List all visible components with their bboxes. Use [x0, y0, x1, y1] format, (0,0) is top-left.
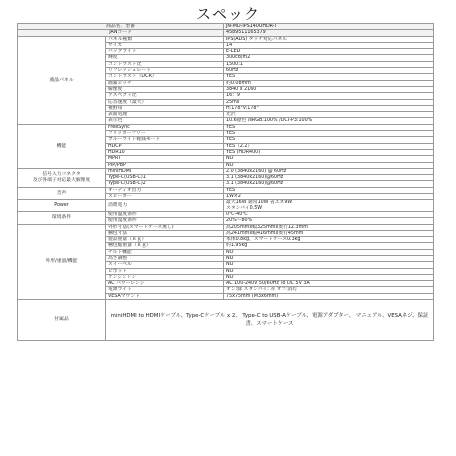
group-name: Power [18, 200, 106, 212]
spec-value: 75x75mm (M3x6mm) [224, 293, 434, 299]
spec-key: 解像度 [106, 86, 224, 92]
spec-key: 使用温度条件 [106, 211, 224, 217]
spec-value: NO [224, 262, 434, 268]
spec-key: Type-C(USB-C)2 [106, 181, 224, 187]
spec-key: AC パワーレンジ [106, 281, 224, 287]
spec-key: フリッカーフリー [106, 131, 224, 137]
spec-value: 最大16W 通常10W 省エネ9W スタンバイ0.5W [224, 200, 434, 212]
spec-value: E-LED [224, 49, 434, 55]
group-name: 信号入力コネクタ 及び各端子対応最大解像度 [18, 168, 106, 187]
table-row [18, 200, 434, 212]
spec-value: NO [224, 162, 434, 168]
spec-value: NO [224, 255, 434, 261]
spec-key: Type-C(USB-C)1 [106, 175, 224, 181]
spec-key: ピボット [106, 268, 224, 274]
jan-label: JANコード [18, 30, 224, 36]
accessories-value: miniHDMI to HDMIケーブル、Type-Cケーブル x 2、 Type-C to USB-Aケーブル、電源アダプター、 マニュアル、VESAネジ、保証書、スマートケース [106, 300, 434, 341]
spec-key: VESAマウント [106, 293, 224, 299]
product-value: JN-MD-IPS140UHDR-T [224, 24, 434, 30]
spec-table-body [18, 24, 434, 341]
spec-value: 60Hz [224, 68, 434, 74]
spec-key: miniHDMI [106, 168, 224, 174]
jan-value: 4589511165379 [224, 30, 434, 36]
spec-key: サイズ [106, 42, 224, 48]
product-label: 商品名、型番 [18, 24, 224, 30]
spec-value: 3840 x 2160 [224, 86, 434, 92]
spec-value: 20%〜80% [224, 218, 434, 224]
spec-key: HDCP [106, 143, 224, 149]
spec-key: 画素ピッチ [106, 80, 224, 86]
spec-value: 約1.95kg [224, 243, 434, 249]
spec-key: オーディオ出力 [106, 187, 224, 193]
spec-value: 25ms [224, 99, 434, 105]
spec-key: スピーカー [106, 194, 224, 200]
spec-key: HDR10 [106, 149, 224, 155]
group-name: 環境条件 [18, 211, 106, 224]
spec-value: YES [224, 131, 434, 137]
spec-value: 0℃-40℃ [224, 211, 434, 217]
spec-value: 10.6億色 /sRGB:100% /DCI-P3:100% [224, 118, 434, 124]
group-name: 付属品 [18, 300, 106, 341]
spec-key: コントラスト（DCR） [106, 74, 224, 80]
spec-value: 本体0.8kg、スマートケース0.3kg [224, 237, 434, 243]
group-name: 音声 [18, 187, 106, 200]
spec-key: 輝度 [106, 55, 224, 61]
spec-key: アスペクト比 [106, 93, 224, 99]
spec-value: YES [224, 74, 434, 80]
group-name: 液晶パネル [18, 36, 106, 124]
spec-key: MPRT [106, 156, 224, 162]
spec-key: 応答速度（最大） [106, 99, 224, 105]
spec-key: 外形寸法(スマートケース無し) [106, 224, 224, 230]
spec-value: 高205mmx幅325mmx奥行12.3mm [224, 224, 434, 230]
page-title: スペック [195, 5, 260, 23]
spec-value: 300cd/m2 [224, 55, 434, 61]
spec-value: YES（2.2） [224, 143, 434, 149]
spec-key: 視野角 [106, 105, 224, 111]
spec-value: 1W×2 [224, 194, 434, 200]
spec-key: 使用湿度条件 [106, 218, 224, 224]
spec-value: 2.0 (3840x2160) @ 60Hz [224, 168, 434, 174]
spec-key: PIP/PBP [106, 162, 224, 168]
spec-value: YES [224, 187, 434, 193]
spec-value: AC 100-240V 50/60Hz To DC 5V 3A [224, 281, 434, 287]
spec-value: 3.1 (3840x2160)@60Hz [224, 181, 434, 187]
spec-key: 表面処理 [106, 112, 224, 118]
spec-key: 高さ調整 [106, 255, 224, 261]
spec-key: スイーベル [106, 262, 224, 268]
spec-key: 消費電力 [106, 200, 224, 212]
spec-value: オン:緑 スタンバイ: 赤 オフ:消灯 [224, 287, 434, 293]
spec-value: NO [224, 156, 434, 162]
spec-key: FreeSync [106, 124, 224, 130]
spec-value: YES (HDR400) [224, 149, 434, 155]
spec-value: IPS(ADS) タッチ対応パネル [224, 36, 434, 42]
accessories-row [18, 300, 434, 341]
spec-key: 表示色 [106, 118, 224, 124]
spec-value: 16：9 [224, 93, 434, 99]
spec-key: チルト機能 [106, 249, 224, 255]
spec-value: 約0.08mm [224, 80, 434, 86]
spec-table [17, 23, 434, 341]
spec-key: 電源ライト [106, 287, 224, 293]
spec-value: NO [224, 249, 434, 255]
spec-key: ケンジントン [106, 274, 224, 280]
spec-key: 製品重量（ｋｇ） [106, 237, 224, 243]
spec-key: 梱包寸法 [106, 230, 224, 236]
spec-key: パネル種類 [106, 36, 224, 42]
spec-value: 光沢 [224, 112, 434, 118]
spec-key: 梱包総重量（ｋｇ） [106, 243, 224, 249]
spec-value: 高241mmx幅416mmx奥行45mm [224, 230, 434, 236]
spec-value: YES [224, 137, 434, 143]
group-name: 機能 [18, 124, 106, 168]
spec-value: 14 [224, 42, 434, 48]
spec-key: バックライト [106, 49, 224, 55]
spec-key: ブルーライト軽減モード [106, 137, 224, 143]
group-name: 外形/重量/機能 [18, 224, 106, 300]
spec-value: 3.1 (3840x2160)@60Hz [224, 175, 434, 181]
spec-key: コントラスト比 [106, 61, 224, 67]
spec-key: リフレッシュレート [106, 68, 224, 74]
spec-value: H:178°V:178° [224, 105, 434, 111]
spec-value: NO [224, 268, 434, 274]
spec-value: 1500:1 [224, 61, 434, 67]
spec-value: NO [224, 274, 434, 280]
spec-value: YES [224, 124, 434, 130]
